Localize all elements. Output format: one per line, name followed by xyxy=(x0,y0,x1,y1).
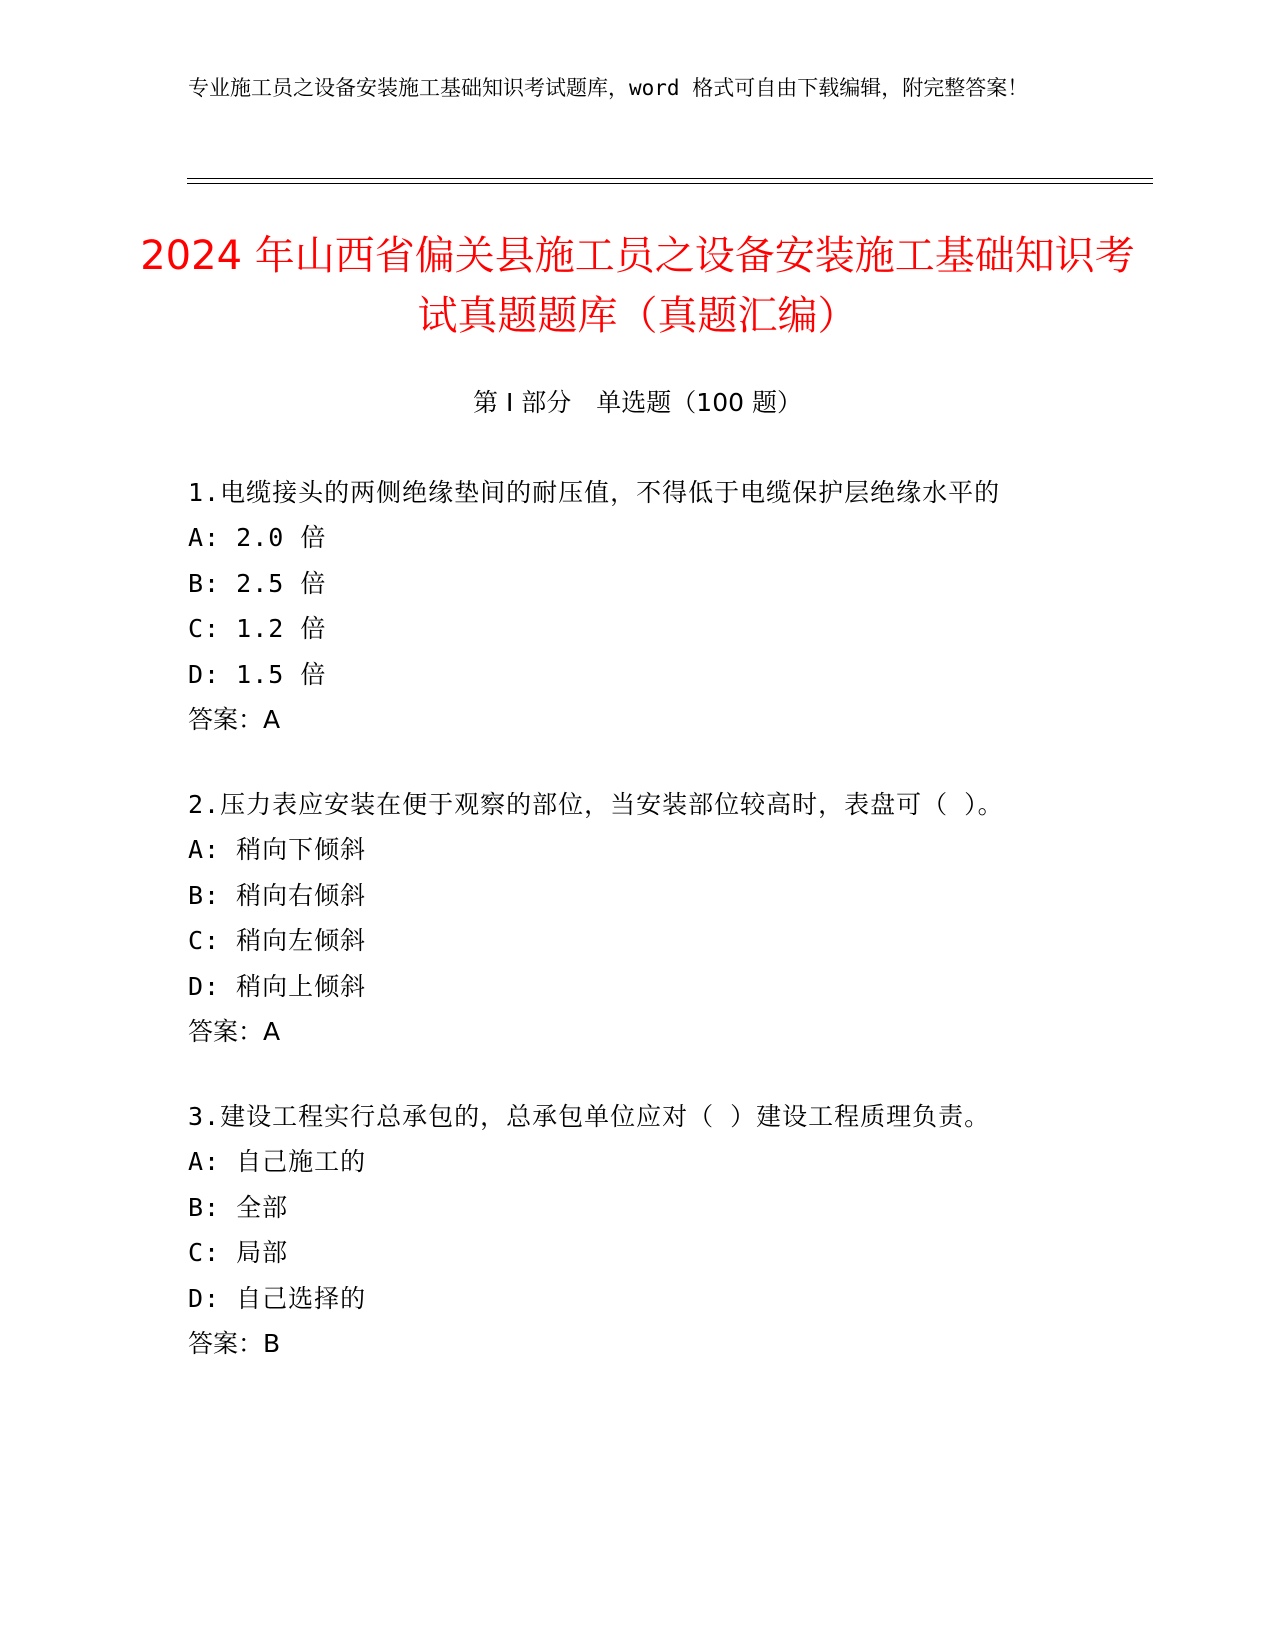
header-note: 专业施工员之设备安装施工基础知识考试题库，word 格式可自由下载编辑，附完整答案！ xyxy=(188,76,1029,100)
option-a: A: 稍向下倾斜 xyxy=(188,835,367,864)
option-a: A: 自己施工的 xyxy=(188,1147,367,1176)
question-3 xyxy=(188,1094,1068,1366)
header-divider-bottom xyxy=(187,183,1153,184)
answer: 答案：A xyxy=(188,705,281,734)
option-c: C: 1.2 倍 xyxy=(188,614,327,643)
option-b: B: 稍向右倾斜 xyxy=(188,880,367,910)
header-divider-top xyxy=(187,178,1153,179)
question-2 xyxy=(188,782,1068,1054)
section-heading: 第 I 部分 单选题（100 题） xyxy=(473,388,802,417)
question-stem: 2.压力表应安装在便于观察的部位，当安装部位较高时，表盘可（ ）。 xyxy=(188,790,1004,819)
option-b: B: 全部 xyxy=(188,1192,289,1222)
document-title: 2024 年山西省偏关县施工员之设备安装施工基础知识考试真题题库（真题汇编） xyxy=(140,233,1135,339)
question-stem: 1.电缆接头的两侧绝缘垫间的耐压值，不得低于电缆保护层绝缘水平的 xyxy=(188,478,1001,507)
option-d: D: 1.5 倍 xyxy=(188,659,327,689)
option-d: D: 自己选择的 xyxy=(188,1283,367,1313)
option-b: B: 2.5 倍 xyxy=(188,568,327,598)
question-1 xyxy=(188,470,1068,742)
option-a: A: 2.0 倍 xyxy=(188,523,327,552)
answer: 答案：B xyxy=(188,1329,281,1358)
question-list xyxy=(188,470,1068,1406)
answer: 答案：A xyxy=(188,1017,281,1046)
option-d: D: 稍向上倾斜 xyxy=(188,971,367,1001)
option-c: C: 局部 xyxy=(188,1238,289,1267)
option-c: C: 稍向左倾斜 xyxy=(188,926,367,955)
question-stem: 3.建设工程实行总承包的，总承包单位应对（ ）建设工程质理负责。 xyxy=(188,1102,991,1131)
